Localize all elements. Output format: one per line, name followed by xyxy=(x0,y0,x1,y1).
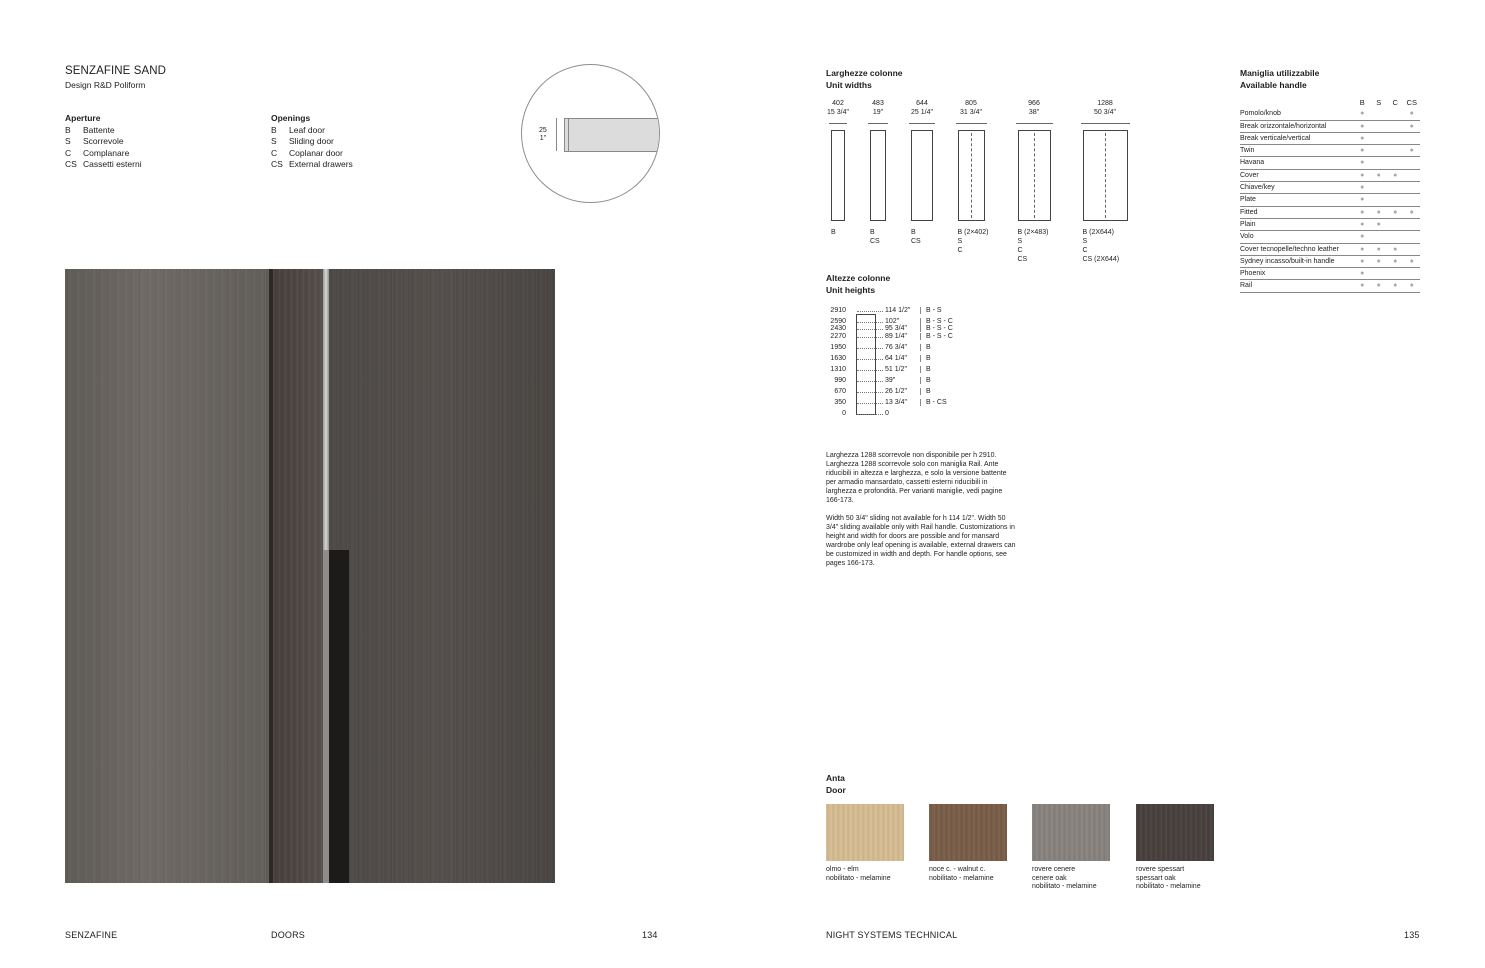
availability-dot xyxy=(1371,157,1388,169)
availability-dot: ● xyxy=(1354,280,1371,292)
page-title: SENZAFINE SAND xyxy=(65,65,167,77)
openings-item: S Sliding door xyxy=(271,136,334,147)
dimension-line xyxy=(556,118,557,151)
height-level-line xyxy=(857,359,883,360)
availability-dot: ● xyxy=(1354,108,1371,120)
availability-dot: ● xyxy=(1354,120,1371,132)
availability-dot xyxy=(1387,120,1404,132)
availability-dot: ● xyxy=(1354,268,1371,280)
door-panel-left xyxy=(65,269,269,883)
page-subtitle: Design R&D Poliform xyxy=(65,80,146,90)
availability-dot xyxy=(1371,268,1388,280)
unit-width-openings: B (2×483) S C CS xyxy=(1017,229,1049,263)
handle-name: Pomolo/knob xyxy=(1240,108,1354,120)
height-level-line xyxy=(857,403,883,404)
height-openings-label: B xyxy=(926,344,931,351)
aperture-item: CS Cassetti esterni xyxy=(65,159,142,170)
handle-row xyxy=(1240,169,1420,181)
profile-dimension-label: 25 1" xyxy=(539,127,547,142)
height-level-line xyxy=(857,348,883,349)
height-mm-label: 2910 xyxy=(830,307,846,314)
finish-label: noce c. - walnut c. nobilitato - melamine xyxy=(929,866,994,882)
availability-dot: ● xyxy=(1354,218,1371,230)
unit-column-shape xyxy=(911,130,933,221)
availability-dot: ● xyxy=(1371,280,1388,292)
height-tick xyxy=(920,318,921,325)
handles-col-header: C xyxy=(1392,98,1398,107)
unit-column-shape xyxy=(831,130,845,221)
openings-item: CS External drawers xyxy=(271,159,353,170)
availability-dot: ● xyxy=(1387,243,1404,255)
door-photo xyxy=(65,269,555,883)
height-mm-label: 1630 xyxy=(830,355,846,362)
handles-col-header: CS xyxy=(1406,98,1417,107)
openings-item: C Coplanar door xyxy=(271,147,343,158)
availability-dot xyxy=(1387,231,1404,243)
height-openings-label: B xyxy=(926,355,931,362)
availability-dot: ● xyxy=(1387,255,1404,267)
handle-row xyxy=(1240,280,1420,292)
profile-detail-circle xyxy=(521,64,660,203)
handle-row xyxy=(1240,120,1420,132)
availability-dot: ● xyxy=(1404,206,1421,218)
page-number-left: 134 xyxy=(642,930,658,940)
availability-dot: ● xyxy=(1404,255,1421,267)
availability-dot: ● xyxy=(1371,169,1388,181)
height-mm-label: 2430 xyxy=(830,325,846,332)
finish-label: rovere cenere cenere oak nobilitato - melamine xyxy=(1032,866,1097,890)
height-level-line xyxy=(857,414,883,415)
availability-dot: ● xyxy=(1371,206,1388,218)
availability-dot xyxy=(1404,218,1421,230)
handle-row xyxy=(1240,243,1420,255)
unit-width-label: 483 19" xyxy=(872,100,884,116)
handle-name: Fitted xyxy=(1240,206,1354,218)
aperture-list xyxy=(65,113,142,171)
unit-width-openings: B xyxy=(831,229,836,236)
widths-heading: Larghezze colonne Unit widths xyxy=(826,68,903,90)
handles-heading: Maniglia utilizzabile Available handle xyxy=(1240,68,1320,90)
height-level-line xyxy=(857,370,883,371)
availability-dot: ● xyxy=(1354,243,1371,255)
availability-dot: ● xyxy=(1404,120,1421,132)
handle-row xyxy=(1240,108,1420,120)
availability-dot xyxy=(1404,157,1421,169)
height-openings-label: B xyxy=(926,388,931,395)
handle-name: Chiave/key xyxy=(1240,182,1354,194)
finish-swatch xyxy=(1136,804,1214,861)
height-tick xyxy=(920,307,921,314)
unit-column-shape xyxy=(958,130,985,221)
availability-dot: ● xyxy=(1371,255,1388,267)
height-inch-label: 0 xyxy=(885,410,889,417)
height-level-line xyxy=(857,337,883,338)
availability-dot xyxy=(1404,182,1421,194)
handle-name: Twin xyxy=(1240,145,1354,157)
availability-dot xyxy=(1404,268,1421,280)
unit-width-dimension-line xyxy=(956,123,987,124)
height-openings-label: B - S xyxy=(926,307,942,314)
height-tick xyxy=(920,333,921,340)
availability-dot xyxy=(1404,231,1421,243)
height-level-line xyxy=(857,392,883,393)
handle-row xyxy=(1240,268,1420,280)
height-mm-label: 2590 xyxy=(830,318,846,325)
handle-name: Phoenix xyxy=(1240,268,1354,280)
handle-row xyxy=(1240,145,1420,157)
availability-dot xyxy=(1387,268,1404,280)
unit-width-dimension-line xyxy=(868,123,888,124)
availability-dot xyxy=(1404,132,1421,144)
unit-width-openings: B CS xyxy=(911,229,921,245)
door-heading: Anta Door xyxy=(826,773,846,795)
unit-column-shape xyxy=(1018,130,1051,221)
door-profile-section xyxy=(564,118,660,152)
availability-dot xyxy=(1387,145,1404,157)
availability-dot xyxy=(1387,218,1404,230)
unit-column-shape xyxy=(1083,130,1128,221)
handle-name: Break verticale/vertical xyxy=(1240,132,1354,144)
availability-dot: ● xyxy=(1354,206,1371,218)
footer-section-right: NIGHT SYSTEMS TECHNICAL xyxy=(826,930,958,940)
height-inch-label: 76 3/4" xyxy=(885,344,907,351)
aperture-item: B Battente xyxy=(65,124,115,135)
handles-table-wrap xyxy=(1240,97,1420,293)
unit-width-openings: B CS xyxy=(870,229,880,245)
availability-dot: ● xyxy=(1354,231,1371,243)
availability-dot: ● xyxy=(1354,145,1371,157)
finish-swatch xyxy=(929,804,1007,861)
height-mm-label: 990 xyxy=(834,377,846,384)
heights-heading: Altezze colonne Unit heights xyxy=(826,273,891,295)
unit-width-label: 644 25 1/4" xyxy=(911,100,933,116)
unit-width-dimension-line xyxy=(1081,123,1130,124)
height-inch-label: 51 1/2" xyxy=(885,366,907,373)
availability-dot xyxy=(1371,120,1388,132)
availability-dot xyxy=(1387,182,1404,194)
height-mm-label: 2270 xyxy=(830,333,846,340)
availability-dot: ● xyxy=(1387,206,1404,218)
availability-dot xyxy=(1387,132,1404,144)
height-level-line xyxy=(857,381,883,382)
height-inch-label: 26 1/2" xyxy=(885,388,907,395)
handle-row xyxy=(1240,231,1420,243)
openings-list xyxy=(271,113,353,171)
handle-row xyxy=(1240,194,1420,206)
handle-row xyxy=(1240,132,1420,144)
availability-dot: ● xyxy=(1354,169,1371,181)
height-tick xyxy=(920,366,921,373)
height-openings-label: B - S - C xyxy=(926,318,953,325)
availability-dot: ● xyxy=(1371,218,1388,230)
handles-name-header xyxy=(1240,97,1354,108)
handle-name: Break orizzontale/horizontal xyxy=(1240,120,1354,132)
door-panel-middle xyxy=(273,269,323,883)
availability-dot: ● xyxy=(1354,255,1371,267)
height-inch-label: 114 1/2" xyxy=(885,307,911,314)
height-inch-label: 39" xyxy=(885,377,896,384)
height-mm-label: 1310 xyxy=(830,366,846,373)
handle-name: Havana xyxy=(1240,157,1354,169)
availability-dot xyxy=(1371,194,1388,206)
height-tick xyxy=(920,388,921,395)
unit-column-shape xyxy=(870,130,886,221)
availability-dot: ● xyxy=(1354,194,1371,206)
openings-item: B Leaf door xyxy=(271,124,325,135)
unit-width-label: 966 38" xyxy=(1028,100,1040,116)
availability-dot xyxy=(1371,145,1388,157)
height-level-line xyxy=(857,329,883,330)
height-openings-label: B - S - C xyxy=(926,333,953,340)
unit-width-openings: B (2X644) S C CS (2X644) xyxy=(1082,229,1120,263)
handle-name: Sydney incasso/built-in handle xyxy=(1240,255,1354,267)
height-inch-label: 102" xyxy=(885,318,900,325)
availability-dot: ● xyxy=(1404,145,1421,157)
height-level-line xyxy=(857,322,883,323)
height-inch-label: 13 3/4" xyxy=(885,399,907,406)
unit-width-label: 805 31 3/4" xyxy=(960,100,982,116)
availability-dot xyxy=(1371,132,1388,144)
height-openings-label: B xyxy=(926,377,931,384)
availability-dot xyxy=(1371,108,1388,120)
height-tick xyxy=(920,344,921,351)
handle-name: Plain xyxy=(1240,218,1354,230)
aperture-item: S Scorrevole xyxy=(65,136,124,147)
unit-width-label: 1288 50 3/4" xyxy=(1094,100,1116,116)
availability-dot: ● xyxy=(1404,280,1421,292)
height-mm-label: 670 xyxy=(834,388,846,395)
notes-english: Width 50 3/4" sliding not available for h 114 1/2". Width 50 3/4" sliding available only with Rail handle. Customizations in height and width for doors are possible and for mansard wardrobe only leaf opening is available, external drawers can be customized in width and depth. For handle options, see pages 166-173. xyxy=(826,515,1016,568)
unit-width-label: 402 15 3/4" xyxy=(827,100,849,116)
finish-swatch xyxy=(1032,804,1110,861)
handle-row xyxy=(1240,255,1420,267)
handle-row xyxy=(1240,218,1420,230)
aperture-item: C Complanare xyxy=(65,147,130,158)
height-mm-label: 1950 xyxy=(830,344,846,351)
unit-width-dimension-line xyxy=(909,123,935,124)
availability-dot xyxy=(1387,157,1404,169)
height-openings-label: B - CS xyxy=(926,399,947,406)
availability-dot: ● xyxy=(1404,108,1421,120)
height-tick xyxy=(920,377,921,384)
height-mm-label: 0 xyxy=(842,410,846,417)
handle-name: Cover xyxy=(1240,169,1354,181)
notes-italian: Larghezza 1288 scorrevole non disponibile per h 2910. Larghezza 1288 scorrevole solo con maniglia Rail. Ante riducibili in altezza e larghezza, e solo la versione battente per armadio mansardato, cassetti esterni riducibili in larghezza e profondità. Per varianti maniglie, vedi pagine 166-173. xyxy=(826,452,1007,505)
height-openings-label: B - S - C xyxy=(926,325,953,332)
availability-dot xyxy=(1404,194,1421,206)
handle-row xyxy=(1240,157,1420,169)
height-inch-label: 89 1/4" xyxy=(885,333,907,340)
availability-dot: ● xyxy=(1387,169,1404,181)
height-mm-label: 350 xyxy=(834,399,846,406)
unit-width-dimension-line xyxy=(1016,123,1053,124)
finish-label: olmo - elm nobilitato - melamine xyxy=(826,866,891,882)
unit-width-openings: B (2×402) S C xyxy=(957,229,989,254)
height-tick xyxy=(920,399,921,406)
finish-swatch xyxy=(826,804,904,861)
availability-dot: ● xyxy=(1371,243,1388,255)
height-openings-label: B xyxy=(926,366,931,373)
handle-row xyxy=(1240,182,1420,194)
availability-dot xyxy=(1371,231,1388,243)
door-panel-right xyxy=(329,269,555,883)
handle-name: Volo xyxy=(1240,231,1354,243)
height-level-line xyxy=(857,311,883,312)
page-number-right: 135 xyxy=(1404,930,1420,940)
built-in-handle xyxy=(323,550,349,883)
availability-dot: ● xyxy=(1354,157,1371,169)
height-tick xyxy=(920,355,921,362)
handle-name: Rail xyxy=(1240,280,1354,292)
footer-section-left: SENZAFINE xyxy=(65,930,118,940)
openings-heading: Openings xyxy=(271,113,311,123)
availability-dot xyxy=(1371,182,1388,194)
handle-name: Plate xyxy=(1240,194,1354,206)
availability-dot xyxy=(1404,169,1421,181)
availability-dot xyxy=(1404,243,1421,255)
finish-label: rovere spessart spessart oak nobilitato - melamine xyxy=(1136,866,1201,890)
height-inch-label: 64 1/4" xyxy=(885,355,907,362)
footer-category: DOORS xyxy=(271,930,306,940)
height-tick xyxy=(920,325,921,332)
availability-dot xyxy=(1387,194,1404,206)
handle-row xyxy=(1240,206,1420,218)
availability-dot: ● xyxy=(1354,182,1371,194)
availability-dot xyxy=(1387,108,1404,120)
availability-dot: ● xyxy=(1354,132,1371,144)
handle-name: Cover tecnopelle/techno leather xyxy=(1240,243,1354,255)
handles-col-header: B xyxy=(1359,98,1365,107)
height-inch-label: 95 3/4" xyxy=(885,325,907,332)
handles-col-header: S xyxy=(1376,98,1382,107)
aperture-heading: Aperture xyxy=(65,113,101,123)
unit-width-dimension-line xyxy=(829,123,847,124)
handles-table xyxy=(1240,97,1420,293)
availability-dot: ● xyxy=(1387,280,1404,292)
